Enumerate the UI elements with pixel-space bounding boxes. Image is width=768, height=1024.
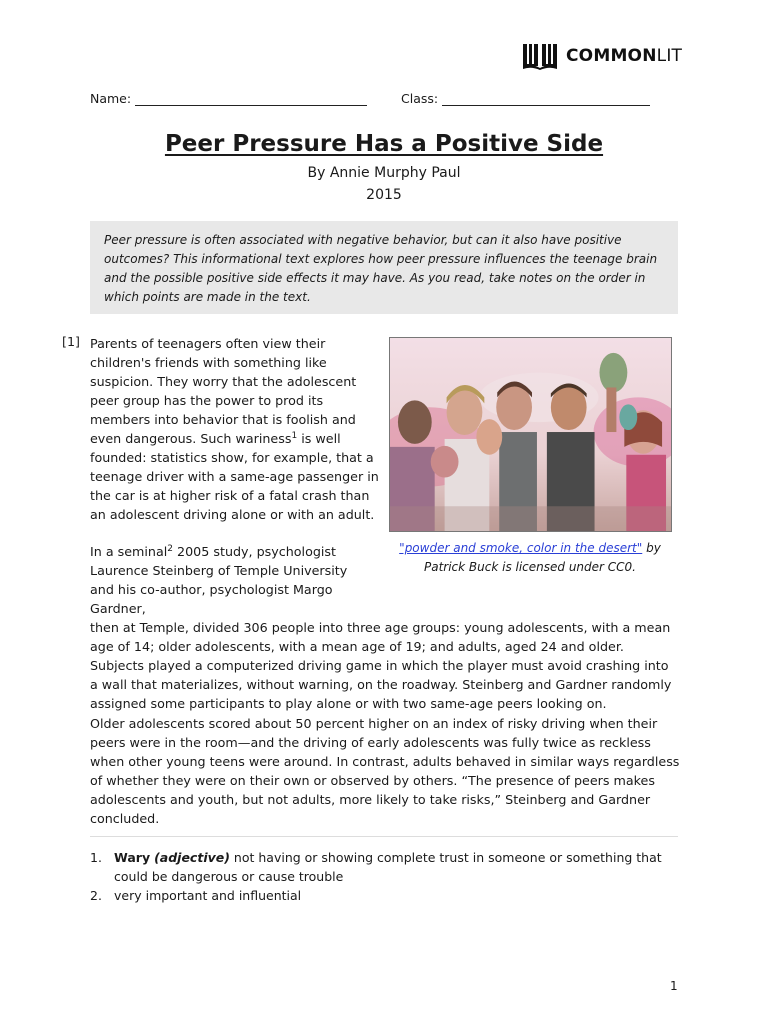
photo-illustration [390, 338, 671, 531]
paragraph-2: In a seminal$^2$ 2005 study, psychologist Laurence Steinberg of Temple University and his co-author, psychologist Margo Gardner, then at Temple, divided 306 people into three age groups: young adolescents, with a mean age of 14; older adolescents, with a mean age of 19; and adults, aged 24 and older. Subjects played a computerized driving game in which the player must avoid crashing into a wall that materializes, without warning, on the roadway. Steinberg and Gardner randomly assigned some participants to play alone or with two same-age peers looking on. [90, 543, 672, 711]
commonlit-logo [522, 42, 682, 70]
footnote-2: 2. very important and influential [90, 888, 302, 903]
paragraph-number: [1] [62, 334, 80, 349]
name-blank-line[interactable] [135, 94, 367, 106]
book-icon [522, 42, 558, 70]
paragraph-1: Parents of teenagers often view their children's friends with something like suspicion. They worry that the adolescent peer group has the power to prod its members into behavior that is foolish and even dangerous. Such wariness$^1$ is well founded: statistics show, for example, that a teenage driver with a same-age passenger in the car is at higher risk of a fatal crash than an adolescent driving alone or with an adult. [90, 336, 379, 522]
footnote-ref-2[interactable]: 2 [167, 543, 173, 554]
page-title: Peer Pressure Has a Positive Side [164, 131, 604, 157]
name-field[interactable] [90, 91, 367, 106]
name-label: Name: [90, 91, 132, 106]
intro-box: Peer pressure is often associated with negative behavior, but can it also have positive outcomes? This informational text explores how peer pressure influences the teenage brain and the possible positive side effects it may have. As you read, take notes on the order in which points are made in the text. [90, 221, 678, 314]
author-line: By Annie Murphy Paul [307, 165, 461, 181]
article-photo [389, 337, 672, 532]
paragraph-3: Older adolescents scored about 50 percent higher on an index of risky driving when their peers were in the room—and the driving of early adolescents was fully twice as reckless when other young teens were around. In contrast, adults behaved in similar ways regardless of whether they were on their own or observed by others. “The presence of peers makes adolescents and youth, but not adults, more likely to take risks,” Steinberg and Gardner concluded. [90, 716, 680, 826]
footnote-divider [90, 836, 678, 837]
class-blank-line[interactable] [442, 94, 650, 106]
photo-source-link[interactable]: "powder and smoke, color in the desert" [399, 541, 643, 555]
footnotes-list [90, 848, 680, 905]
footnote-ref-1[interactable]: 1 [291, 430, 298, 441]
class-field[interactable] [401, 91, 650, 106]
photo-caption: "powder and smoke, color in the desert" by Patrick Buck is licensed under CC0. [399, 541, 661, 574]
footnote-1: 1. Wary (adjective) not having or showing complete trust in someone or something that could be dangerous or cause trouble [90, 850, 662, 884]
page-number: 1 [670, 979, 678, 993]
class-label: Class: [401, 91, 439, 106]
publication-year: 2015 [366, 187, 402, 203]
logo-wordmark: COMMONLIT [566, 46, 683, 66]
